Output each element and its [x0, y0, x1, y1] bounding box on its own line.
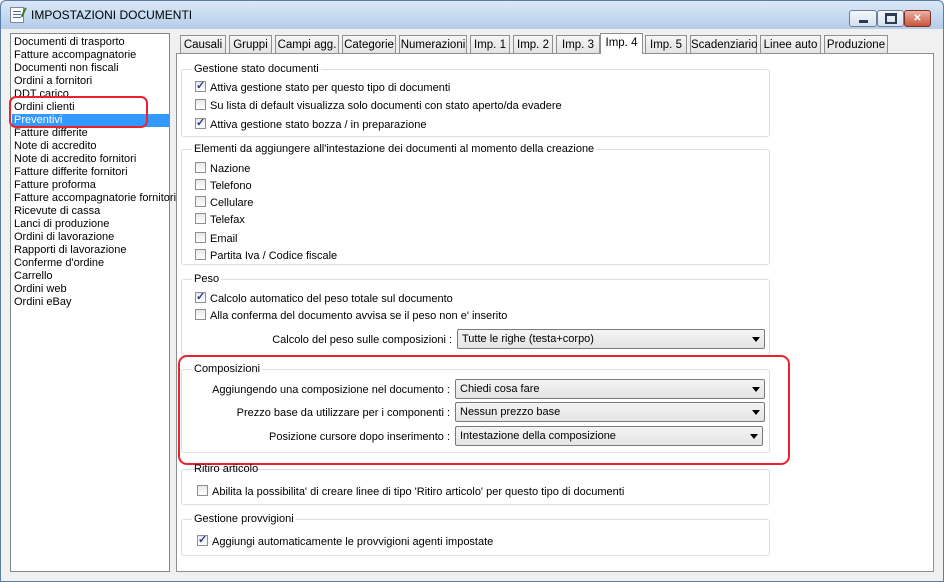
close-icon: ✕ [913, 13, 922, 24]
tab-scadenziario[interactable]: Scadenziario [690, 35, 757, 53]
group-title-peso: Peso [194, 273, 220, 285]
group-title-ritiro: Ritiro articolo [194, 463, 259, 475]
minimize-button[interactable] [849, 10, 877, 27]
chevron-down-icon [752, 337, 760, 342]
checkbox-box[interactable] [195, 232, 206, 243]
maximize-icon [885, 13, 897, 24]
window-title: IMPOSTAZIONI DOCUMENTI [31, 8, 193, 22]
minimize-icon [859, 20, 868, 23]
group-intestazione [181, 149, 770, 265]
list-item[interactable]: Fatture accompagnatorie fornitori [14, 192, 177, 204]
tab-linee-auto[interactable]: Linee auto [760, 35, 821, 53]
maximize-button[interactable] [877, 10, 904, 27]
checkbox-box[interactable] [195, 292, 206, 303]
select-aggiungendo-composizione[interactable]: Chiedi cosa fare [455, 379, 765, 399]
group-title-provvigioni: Gestione provvigioni [194, 513, 294, 525]
group-title-intestazione: Elementi da aggiungere all'intestazione dei documenti al momento della creazione [194, 143, 595, 155]
list-item[interactable]: Carrello [14, 270, 53, 282]
checkbox-box[interactable] [195, 196, 206, 207]
tab-imp-3[interactable]: Imp. 3 [556, 35, 600, 53]
list-item[interactable]: Ordini web [14, 283, 67, 295]
list-item[interactable]: Fatture proforma [14, 179, 96, 191]
tab-produzione[interactable]: Produzione [824, 35, 888, 53]
list-item[interactable]: Note di accredito [14, 140, 97, 152]
tab-campi-agg[interactable]: Campi agg. [275, 35, 339, 53]
list-item[interactable]: Ordini a fornitori [14, 75, 93, 87]
list-item[interactable]: Fatture accompagnatorie [14, 49, 137, 61]
select-posizione-cursore[interactable]: Intestazione della composizione [455, 426, 763, 446]
label-posizione-cursore: Posizione cursore dopo inserimento : [269, 431, 450, 443]
list-item[interactable]: Ricevute di cassa [14, 205, 101, 217]
list-item[interactable]: Note di accredito fornitori [14, 153, 137, 165]
list-item[interactable]: Ordini eBay [14, 296, 72, 308]
list-item[interactable]: Lanci di produzione [14, 218, 110, 230]
tab-numerazioni[interactable]: Numerazioni [399, 35, 467, 53]
label-calcolo-peso-composizioni: Calcolo del peso sulle composizioni : [272, 334, 452, 346]
close-button[interactable] [904, 10, 931, 27]
document-settings-icon [10, 7, 24, 23]
list-item[interactable]: Fatture differite [14, 127, 88, 139]
list-item[interactable]: DDT carico [14, 88, 69, 100]
list-item[interactable]: Rapporti di lavorazione [14, 244, 127, 256]
select-calcolo-peso[interactable]: Tutte le righe (testa+corpo) [457, 329, 765, 349]
tab-causali[interactable]: Causali [180, 35, 226, 53]
group-title-composizioni: Composizioni [194, 363, 261, 375]
checkbox-box[interactable] [195, 179, 206, 190]
tab-imp-4[interactable]: Imp. 4 [600, 33, 643, 54]
checkbox-box[interactable] [195, 81, 206, 92]
list-item[interactable]: Documenti di trasporto [14, 36, 125, 48]
tab-imp-2[interactable]: Imp. 2 [513, 35, 553, 53]
checkbox-box[interactable] [195, 118, 206, 129]
tab-imp-5[interactable]: Imp. 5 [645, 35, 687, 53]
checkbox-box[interactable] [195, 99, 206, 110]
list-item[interactable]: Conferme d'ordine [14, 257, 105, 269]
title-bar[interactable] [1, 1, 943, 29]
highlight-outline-composizioni [178, 355, 790, 465]
tab-categorie[interactable]: Categorie [342, 35, 396, 53]
checkbox-box[interactable] [195, 213, 206, 224]
checkbox-box[interactable] [195, 309, 206, 320]
label-aggiungendo-composizione: Aggiungendo una composizione nel documento : [212, 384, 450, 396]
label-prezzo-base: Prezzo base da utilizzare per i componenti : [236, 407, 450, 419]
checkbox-box[interactable] [195, 162, 206, 173]
checkbox-box[interactable] [195, 249, 206, 260]
highlight-outline-list [9, 96, 148, 128]
select-prezzo-base[interactable]: Nessun prezzo base [455, 402, 765, 422]
list-item[interactable]: Ordini clienti [14, 101, 75, 113]
list-item[interactable]: Ordini di lavorazione [14, 231, 115, 243]
checkbox-box[interactable] [197, 535, 208, 546]
group-title-stato: Gestione stato documenti [194, 63, 319, 75]
tab-imp-1[interactable]: Imp. 1 [470, 35, 510, 53]
list-item-selected[interactable]: Preventivi [12, 114, 169, 127]
tab-gruppi[interactable]: Gruppi [229, 35, 272, 53]
checkbox-box[interactable] [197, 485, 208, 496]
list-item[interactable]: Fatture differite fornitori [14, 166, 128, 178]
list-item[interactable]: Documenti non fiscali [14, 62, 119, 74]
